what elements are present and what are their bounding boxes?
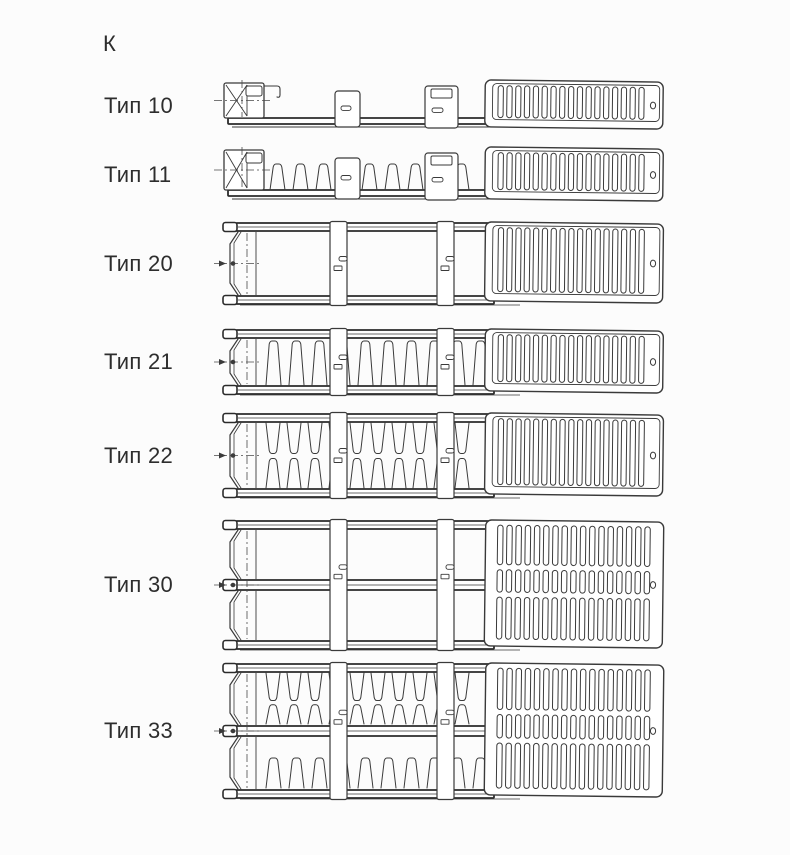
radiator-drawing-tip-22	[222, 412, 672, 499]
type-label: Тип 10	[104, 92, 174, 118]
radiator-drawing-tip-33	[222, 662, 672, 800]
type-label: Тип 33	[104, 718, 174, 743]
radiator-drawing-tip-21	[222, 328, 672, 396]
radiator-drawing-tip-20	[222, 221, 672, 306]
radiator-row-tip-21	[104, 328, 672, 396]
radiator-row-tip-11	[104, 146, 672, 204]
radiator-row-tip-30	[104, 519, 672, 651]
radiator-row-tip-10	[104, 79, 672, 132]
type-label: Тип 22	[104, 442, 174, 468]
type-label: Тип 30	[104, 572, 174, 597]
radiator-drawing-tip-11	[222, 146, 672, 204]
type-label: Тип 20	[104, 250, 174, 276]
type-label: Тип 11	[104, 162, 172, 187]
radiator-row-tip-33	[104, 662, 672, 800]
type-label: Тип 21	[104, 349, 174, 374]
radiator-drawing-tip-10	[222, 79, 672, 132]
corner-mark-k: К	[103, 31, 117, 56]
radiator-row-tip-20	[104, 221, 672, 306]
radiator-drawing-tip-30	[222, 519, 672, 651]
radiator-row-tip-22	[104, 412, 672, 499]
